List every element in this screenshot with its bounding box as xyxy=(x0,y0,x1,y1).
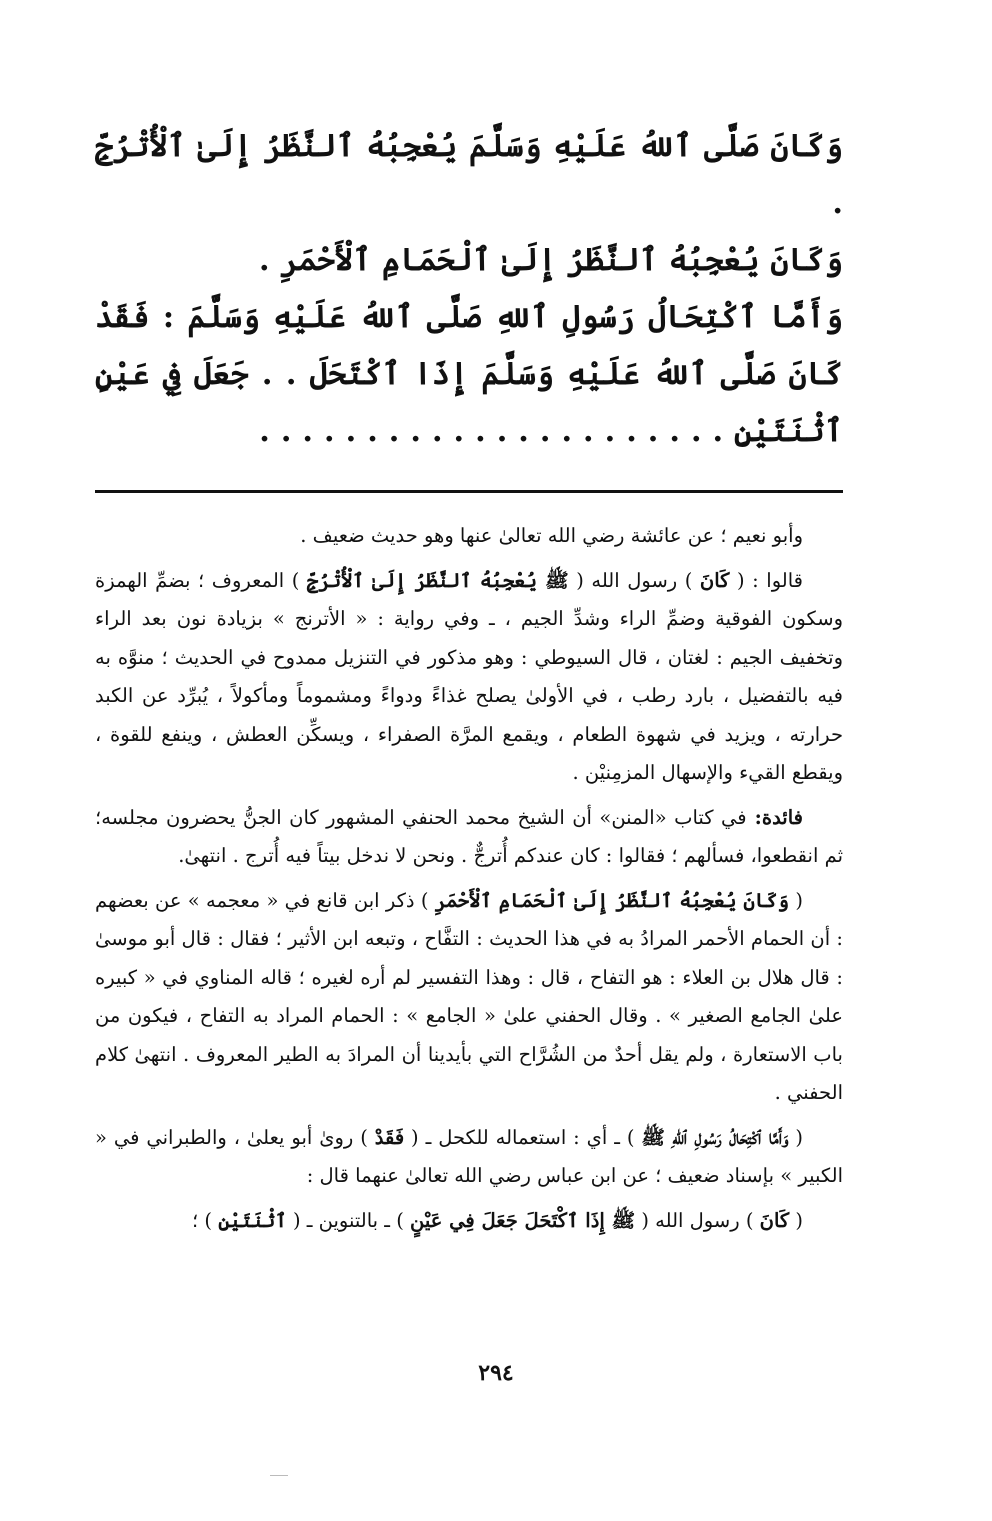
matn-line-3: وَأَمَّا ٱكْتِحَالُ رَسُولِ ٱللهِ صَلَّى ٱللهُ عَلَيْهِ وَسَلَّمَ : فَقَدْ كَانَ صَلَّى ٱللهُ عَلَيْهِ وَسَلَّمَ إِذَا ٱكْتَحَلَ . . جَعَلَ فِي عَيْنٍ ٱثْنَتَيْنِ . . . . . . . . . . . . . . . . . . . . . . xyxy=(95,299,843,449)
note-label: فائدة: xyxy=(746,805,804,829)
commentary-text: ) ـ بالتنوين ـ ( xyxy=(286,1208,411,1232)
scan-mark xyxy=(270,1475,288,1476)
quoted-matn: كَانَ xyxy=(759,1208,790,1232)
divider-rule xyxy=(95,490,843,493)
commentary-paragraph-3 xyxy=(95,882,843,1113)
commentary-text: ) رسول الله ( xyxy=(568,568,700,592)
matn-line-1: وَكَانَ صَلَّى ٱللهُ عَلَيْهِ وَسَلَّمَ يُعْجِبُهُ ٱلنَّظَرُ إِلَىٰ ٱلْأُتْرُجِّ . xyxy=(95,128,843,221)
main-text xyxy=(95,118,843,460)
commentary-text: ( xyxy=(789,888,804,912)
quoted-matn: ﷺ إِذَا ٱكْتَحَلَ جَعَلَ فِي عَيْنٍ xyxy=(410,1208,636,1232)
matn-line-2: وَكَانَ يُعْجِبُهُ ٱلنَّظَرُ إِلَىٰ ٱلْحَمَامِ ٱلْأَحْمَرِ . xyxy=(258,242,843,278)
commentary-note xyxy=(95,799,843,876)
commentary xyxy=(95,517,843,1240)
quoted-matn: ٱثْنَتَيْنِ xyxy=(218,1208,287,1232)
commentary-text: في كتاب «المنن» أن الشيخ محمد الحنفي المشهور كان الجنُّ يحضرون مجلسه؛ ثم انقطعوا، فسألهم ؛ فقالوا : كان عندكم أُترجٌّ . ونحن لا ندخل بيتاً فيه أُترج . انتهىٰ. xyxy=(95,805,843,867)
quoted-matn: كَانَ xyxy=(699,568,730,592)
page-body xyxy=(95,118,843,1246)
commentary-paragraph-4 xyxy=(95,1119,843,1196)
commentary-text: ) ـ أي : استعماله للكحل ـ ( xyxy=(404,1125,642,1149)
commentary-text: ) ذكر ابن قانع في « معجمه » عن بعضهم : أن الحمام الأحمر المرادُ به في هذا الحديث : التفَّاح ، وتبعه ابن الأثير ؛ فقال : قال أبو موسىٰ : قال هلال بن العلاء : هو التفاح ، قال : وهذا التفسير لم أره لغيره ؛ قاله المناوي في « كبيره علىٰ الجامع الصغير » . وقال الحفني علىٰ « الجامع » : الحمام المراد به التفاح ، فيكون من باب الاستعارة ، ولم يقل أحدٌ من الشُرَّاح التي بأيدينا أن المرادَ به الطير المعروف . انتهىٰ كلام الحفني . xyxy=(95,888,843,1104)
commentary-text: ) المعروف ؛ بضمِّ الهمزة وسكون الفوقية وضمِّ الراء وشدِّ الجيم ، ـ وفي رواية : « الأترنج » بزيادة نون بعد الراء وتخفيف الجيم : لغتان ، قال السيوطي : وهو مذكور في التنزيل ممدوح في الحديث ؛ منوَّه به فيه بالتفضيل ، بارد رطب ، في الأولىٰ يصلح غذاءً ودواءً ومشموماً ومأكولاً ، يُبرِّد عن الكبد حرارته ، ويزيد في شهوة الطعام ، ويقمع المرَّة الصفراء ، ويسكِّن العطش ، وينفع للقوة ، ويقطع القيء والإسهال المزمِنيْن . xyxy=(95,568,843,784)
quoted-matn: فَقَدْ xyxy=(374,1125,405,1149)
commentary-paragraph-5 xyxy=(95,1202,843,1241)
quoted-matn: وَكَانَ يُعْجِبُهُ ٱلنَّظَرُ إِلَىٰ ٱلْحَمَامِ ٱلْأَحْمَرِ xyxy=(434,888,790,912)
commentary-text: وأبو نعيم ؛ عن عائشة رضي الله تعالىٰ عنها وهو حديث ضعيف . xyxy=(300,524,803,547)
commentary-text: ) ؛ xyxy=(191,1208,219,1232)
commentary-text: قالوا : ( xyxy=(729,568,803,592)
commentary-text: ( xyxy=(788,1125,803,1149)
commentary-text: ) روىٰ أبو يعلىٰ ، والطبراني في « الكبير » بإسناد ضعيف ؛ عن ابن عباس رضي الله تعالىٰ عنهما قال : xyxy=(95,1125,843,1187)
commentary-text: ) رسول الله ( xyxy=(635,1208,760,1232)
quoted-matn: وَأَمَّا ٱكْتِحَالُ رَسُولِ ٱللهِ ﷺ xyxy=(641,1125,789,1149)
commentary-text: ( xyxy=(789,1208,803,1232)
commentary-paragraph-1 xyxy=(95,517,843,556)
page-number: ٢٩٤ xyxy=(478,1360,514,1386)
quoted-matn: ﷺ يُعْجِبُهُ ٱلنَّظَرُ إِلَىٰ ٱلْأُتْرُجِّ xyxy=(306,568,569,592)
commentary-paragraph-2 xyxy=(95,562,843,793)
